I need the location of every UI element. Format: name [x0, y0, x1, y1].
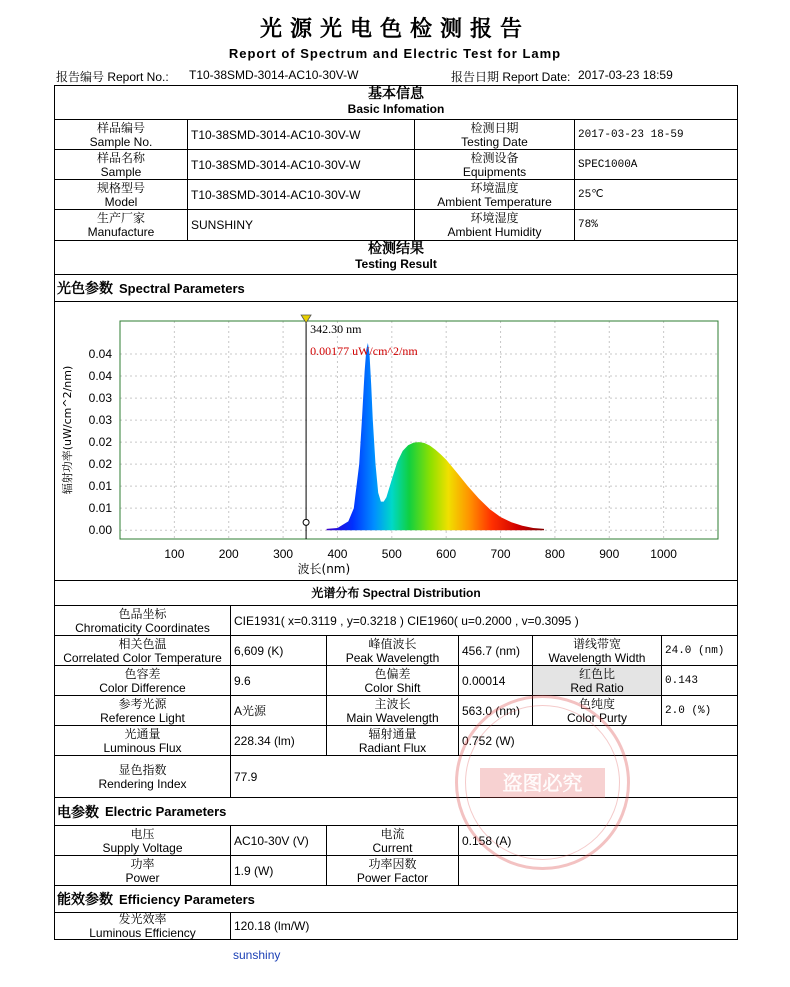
- spectrum-series: [327, 343, 544, 530]
- y-tick-label: 0.04: [88, 369, 112, 384]
- equipments-label: 检测设备 Equipments: [462, 150, 527, 179]
- cct-value: 6,609 (K): [234, 643, 284, 658]
- testing-result-title: 检测结果 Testing Result: [355, 241, 437, 271]
- rendering-index-label: 显色指数 Rendering Index: [98, 762, 187, 791]
- report-title-en: Report of Spectrum and Electric Test for Lamp: [228, 46, 562, 61]
- cursor-wavelength-label: 342.30 nm: [310, 322, 362, 336]
- color-purity-value: 2.0 (%): [665, 704, 712, 717]
- x-tick-label: 300: [273, 547, 294, 561]
- y-tick-label: 0.01: [88, 479, 112, 494]
- model-value: T10-38SMD-3014-AC10-30V-W: [191, 187, 361, 202]
- watermark-stamp-text: 盗图必究: [480, 768, 605, 798]
- report-title-cn: 光源光电色检测报告: [259, 17, 530, 42]
- color-difference-label: 色容差 Color Difference: [99, 666, 186, 695]
- rendering-index-value: 77.9: [234, 769, 258, 784]
- y-tick-label: 0.01: [88, 501, 112, 516]
- x-tick-label: 1000: [650, 547, 677, 561]
- x-axis-ticks: [164, 547, 677, 561]
- supply-voltage-value: AC10-30V (V): [234, 833, 309, 848]
- equipments-value: SPEC1000A: [578, 158, 638, 171]
- x-tick-label: 400: [327, 547, 348, 561]
- color-shift-value: 0.00014: [462, 673, 506, 688]
- x-tick-label: 500: [381, 547, 402, 561]
- report-no-label: 报告编号 Report No.:: [56, 70, 169, 84]
- y-tick-label: 0.03: [88, 391, 112, 406]
- chromaticity-value: CIE1931( x=0.3119 , y=0.3218 ) CIE1960( u=0.2000 , v=0.3095 ): [234, 613, 579, 628]
- luminous-flux-label: 光通量 Luminous Flux: [103, 726, 182, 755]
- sample-no-label: 样品编号 Sample No.: [89, 120, 153, 149]
- main-wavelength-label: 主波长 Main Wavelength: [346, 696, 439, 725]
- cursor-point: [303, 519, 309, 525]
- ambient-humidity-value: 78%: [578, 219, 598, 231]
- efficiency-parameters-title: 能效参数 Efficiency Parameters: [57, 891, 255, 908]
- ambient-humidity-label: 环境湿度 Ambient Humidity: [447, 211, 542, 239]
- y-axis-label: 辐射功率(uW/cm^2/nm): [61, 365, 74, 495]
- power-label: 功率 Power: [125, 856, 160, 885]
- basic-info-title: 基本信息 Basic Infomation: [347, 86, 445, 116]
- color-purity-label: 色纯度 Color Purty: [566, 696, 628, 725]
- x-tick-label: 200: [218, 547, 239, 561]
- cct-label: 相关色温 Correlated Color Temperature: [63, 636, 222, 665]
- manufacture-label: 生产厂家 Manufacture: [87, 211, 155, 239]
- supply-voltage-label: 电压 Supply Voltage: [102, 826, 183, 855]
- red-ratio-label: 红色比 Red Ratio: [533, 666, 661, 695]
- spectral-distribution-title: 光谱分布 Spectral Distribution: [311, 585, 481, 600]
- cursor-value-label: 0.00177 uW/cm^2/nm: [310, 344, 418, 358]
- red-ratio-value: 0.143: [665, 674, 699, 687]
- power-factor-label: 功率因数 Power Factor: [356, 856, 429, 885]
- reference-light-value: A光源: [234, 703, 267, 718]
- footer-text: sunshiny: [233, 948, 281, 962]
- spectrum-chart: [55, 302, 737, 580]
- spectral-parameters-title: 光色参数 Spectral Parameters: [57, 280, 245, 297]
- ambient-temperature-value: 25℃: [578, 188, 604, 201]
- luminous-efficiency-value: 120.18 (lm/W): [234, 919, 310, 933]
- x-tick-label: 800: [544, 547, 565, 561]
- ambient-temperature-label: 环境温度 Ambient Temperature: [437, 180, 552, 209]
- luminous-efficiency-label: 发光效率 Luminous Efficiency: [89, 912, 196, 940]
- report-date-label: 报告日期 Report Date:: [451, 70, 571, 84]
- manufacture-value: SUNSHINY: [191, 218, 254, 232]
- sample-label: 样品名称 Sample: [96, 150, 145, 179]
- testing-date-label: 检测日期 Testing Date: [461, 120, 528, 149]
- testing-date-value: 2017-03-23 18-59: [578, 128, 684, 141]
- radiant-flux-label: 辐射通量 Radiant Flux: [358, 726, 427, 755]
- x-tick-label: 700: [490, 547, 511, 561]
- y-tick-label: 0.04: [88, 347, 112, 362]
- luminous-flux-value: 228.34 (lm): [234, 733, 295, 748]
- sample-no-value: T10-38SMD-3014-AC10-30V-W: [191, 127, 361, 142]
- sample-value: T10-38SMD-3014-AC10-30V-W: [191, 157, 361, 172]
- model-label: 规格型号 Model: [96, 180, 145, 209]
- color-difference-value: 9.6: [234, 673, 251, 688]
- report-no: T10-38SMD-3014-AC10-30V-W: [189, 68, 359, 82]
- current-label: 电流 Current: [372, 826, 413, 855]
- electric-parameters-title: 电参数 Electric Parameters: [57, 804, 227, 821]
- color-shift-label: 色偏差 Color Shift: [364, 666, 421, 695]
- y-tick-label: 0.00: [88, 523, 112, 538]
- y-tick-label: 0.03: [88, 413, 112, 428]
- peak-wavelength-label: 峰值波长 Peak Wavelength: [345, 636, 440, 665]
- wavelength-width-label: 谱线带宽 Wavelength Width: [548, 636, 646, 665]
- main-wavelength-value: 563.0 (nm): [462, 703, 521, 718]
- reference-light-label: 参考光源 Reference Light: [100, 696, 185, 725]
- report-date: 2017-03-23 18:59: [578, 68, 673, 82]
- y-tick-label: 0.02: [88, 457, 112, 472]
- x-axis-label: 波长(nm): [297, 562, 351, 576]
- x-tick-label: 600: [436, 547, 457, 561]
- x-tick-label: 100: [164, 547, 185, 561]
- power-value: 1.9 (W): [234, 863, 274, 878]
- y-tick-label: 0.02: [88, 435, 112, 450]
- current-value: 0.158 (A): [462, 833, 512, 848]
- chromaticity-label: 色品坐标 Chromaticity Coordinates: [75, 606, 210, 635]
- x-tick-label: 900: [599, 547, 620, 561]
- peak-wavelength-value: 456.7 (nm): [462, 643, 521, 658]
- wavelength-width-value: 24.0 (nm): [665, 644, 725, 657]
- y-axis-ticks: [89, 347, 113, 537]
- radiant-flux-value: 0.752 (W): [462, 733, 515, 748]
